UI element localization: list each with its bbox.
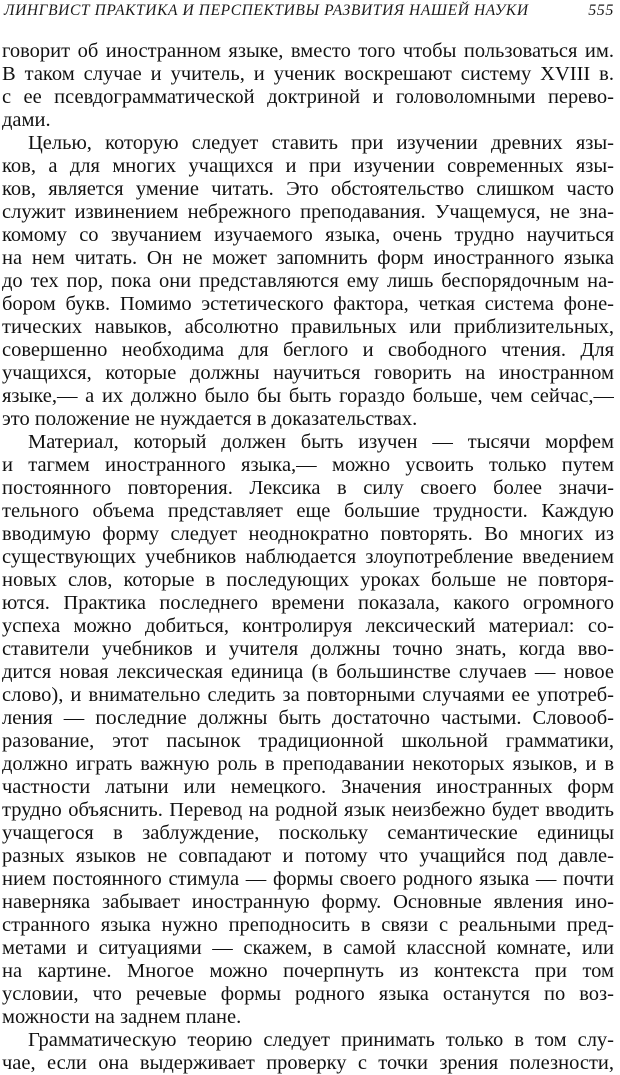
paragraph (2, 40, 614, 132)
text-line: дами. (2, 109, 51, 131)
running-head (4, 0, 614, 22)
text-line: нием постоянного стимула — формы своего родного языка — почти (2, 868, 614, 890)
text-line: совершенно необходима для беглого и свободного чтения. Для (2, 339, 614, 361)
text-line: наверняка забывает иностранную форму. Основные явления ино- (2, 891, 614, 913)
text-line: ков, а для многих учащихся и при изучении современных язы- (2, 155, 614, 177)
text-line: до тех пор, пока они представляются ему лишь беспорядочным на- (2, 270, 614, 292)
text-line: метами и ситуациями — скажем, в самой классной комнате, или (2, 937, 614, 959)
page-number: 555 (588, 2, 614, 19)
text-line: странного языка нужно преподносить в связи с реальными пред- (2, 914, 614, 936)
text-line: с ее псевдограмматической доктриной и головоломными перево- (2, 86, 614, 108)
text-line: постоянного повторения. Лексика в силу своего более значи- (2, 477, 614, 499)
text-line: новых слов, которые в последующих уроках больше не повторя- (2, 569, 614, 591)
paragraph (2, 431, 614, 1029)
text-line: служит извинением небрежного преподавания. Учащемуся, не зна- (2, 201, 614, 223)
text-line: чае, если она выдерживает проверку с точки зрения полезности, (2, 1052, 614, 1074)
text-line: слово), и внимательно следить за повторными случаями ее употреб- (2, 684, 614, 706)
text-line: говорит об иностранном языке, вместо того чтобы пользоваться им. (2, 40, 614, 62)
text-line: это положение не нуждается в доказательствах. (2, 408, 418, 430)
text-line: на картине. Многое можно почерпнуть из контекста при том (2, 960, 614, 982)
text-line: Целью, которую следует ставить при изучении древних язы- (28, 132, 614, 154)
text-line: ются. Практика последнего времени показала, какого огромного (2, 592, 614, 614)
text-line: тельного объема представляет еще большие трудности. Каждую (2, 500, 614, 522)
text-line: В таком случае и учитель, и ученик воскрешают систему XVIII в. (2, 63, 614, 85)
text-line: вводимую форму следует неоднократно повторять. Во многих из (2, 523, 614, 545)
text-line: Грамматическую теорию следует принимать только в том слу- (28, 1029, 614, 1051)
paragraph (2, 132, 614, 431)
text-line: комому со звучанием изучаемого языка, очень трудно научиться (2, 224, 614, 246)
text-line: существующих учебников наблюдается злоупотребление введением (2, 546, 614, 568)
text-line: должно играть важную роль в преподавании некоторых языков, и в (2, 753, 614, 775)
text-line: трудно объяснить. Перевод на родной язык неизбежно будет вводить (2, 799, 614, 821)
text-line: бором букв. Помимо эстетического фактора, четкая система фоне- (2, 293, 614, 315)
text-line: разных языков не совпадают и потому что учащийся под давле- (2, 845, 614, 867)
text-line: ления — последние должны быть достаточно частыми. Словооб- (2, 707, 614, 729)
text-line: и тагмем иностранного языка,— можно усвоить только путем (2, 454, 614, 476)
text-line: ков, является умение читать. Это обстоятельство слишком часто (2, 178, 614, 200)
text-line: можности на заднем плане. (2, 1006, 242, 1028)
text-line: успеха можно добиться, контролируя лексический материал: со- (2, 615, 614, 637)
text-line: учащихся, которые должны научиться говорить на иностранном (2, 362, 614, 384)
text-line: учащегося в заблуждение, поскольку семантические единицы (2, 822, 614, 844)
text-line: на нем читать. Он не может запомнить форм иностранного языка (2, 247, 614, 269)
text-line: дится новая лексическая единица (в большинстве случаев — новое (2, 661, 614, 683)
text-line: тических навыков, абсолютно правильных или приблизительных, (2, 316, 614, 338)
text-line: условии, что речевые формы родного языка останутся по воз- (2, 983, 614, 1005)
text-line: частности латыни или немецкого. Значения иностранных форм (2, 776, 614, 798)
text-line: языке,— а их должно было бы быть гораздо больше, чем сейчас,— (2, 385, 614, 407)
paragraph (2, 1029, 614, 1075)
text-line: ставители учебников и учителя должны точно знать, когда вво- (2, 638, 614, 660)
text-line: Материал, который должен быть изучен — тысячи морфем (28, 431, 614, 453)
text-line: разование, этот пасынок традиционной школьной грамматики, (2, 730, 614, 752)
body-text (2, 40, 614, 1075)
running-title: ЛИНГВИСТ ПРАКТИКА И ПЕРСПЕКТИВЫ РАЗВИТИЯ НАШЕЙ НАУКИ (4, 2, 529, 19)
